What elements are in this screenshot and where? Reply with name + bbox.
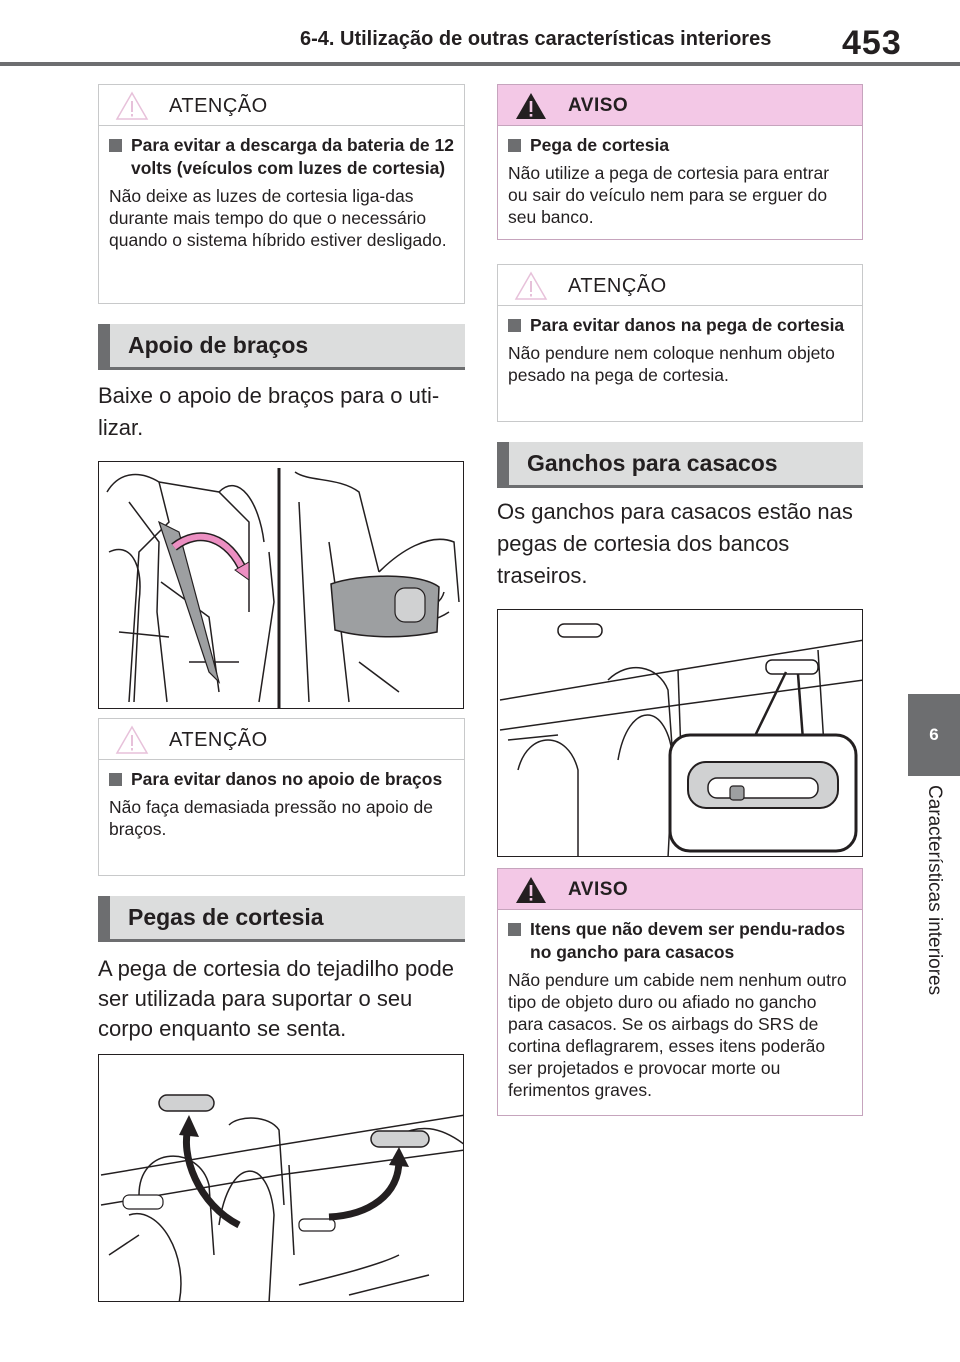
header-rule	[0, 62, 960, 66]
warning-header	[498, 869, 862, 910]
section-heading-text: Ganchos para casacos	[527, 450, 778, 476]
square-bullet-icon	[508, 923, 521, 936]
chapter-title: Características interiores	[924, 785, 945, 996]
attention-header	[99, 719, 464, 760]
caution-triangle-icon	[514, 271, 548, 301]
attention-title: ATENÇÃO	[169, 729, 268, 751]
armrest-drawing	[99, 462, 464, 709]
attention-box-grip	[497, 264, 863, 422]
chapter-tab: 6	[908, 694, 960, 776]
attention-item-body: Não faça demasiada pressão no apoio de braços.	[109, 797, 433, 839]
section-heading-grip	[98, 896, 465, 942]
warning-box-hooks	[497, 868, 863, 1116]
section-title: 6-4. Utilização de outras características interiores	[300, 28, 772, 50]
attention-header	[99, 85, 464, 126]
coat-hooks-paragraph: Os ganchos para casacos estão nas pegas de cortesia dos bancos traseiros.	[497, 499, 853, 588]
caution-triangle-icon	[115, 91, 149, 121]
caution-triangle-icon	[115, 725, 149, 755]
warning-item-heading: Pega de cortesia	[508, 134, 852, 157]
warning-header	[498, 85, 862, 126]
armrest-paragraph: Baixe o apoio de braços para o uti-lizar.	[98, 383, 440, 440]
section-heading-coat-hooks	[497, 442, 863, 488]
attention-item-heading: Para evitar a descarga da bateria de 12 volts (veículos com luzes de cortesia)	[109, 134, 454, 180]
square-bullet-icon	[508, 139, 521, 152]
attention-header	[498, 265, 862, 306]
coat-hook-drawing	[498, 610, 863, 857]
warning-item-body: Não pendure um cabide nem nenhum outro tipo de objeto duro ou afiado no gancho para casacos. Se os airbags do SRS de cortina deflagrarem, esses itens poderão ser projetados e provocar morte ou ferimentos graves.	[508, 970, 847, 1100]
warning-title: AVISO	[568, 879, 629, 900]
coat-hook-illustration	[497, 609, 863, 857]
armrest-illustration	[98, 461, 464, 709]
chapter-title-vertical	[910, 785, 958, 1035]
attention-item-heading: Para evitar danos no apoio de braços	[109, 768, 454, 791]
attention-item-body: Não pendure nem coloque nenhum objeto pesado na pega de cortesia.	[508, 343, 835, 385]
warning-triangle-icon	[514, 875, 548, 905]
warning-item-body: Não utilize a pega de cortesia para entrar ou sair do veículo nem para se erguer do seu banco.	[508, 163, 830, 227]
attention-item-body: Não deixe as luzes de cortesia liga-das durante mais tempo do que o necessário quando o sistema híbrido estiver desligado.	[109, 186, 447, 250]
square-bullet-icon	[109, 139, 122, 152]
warning-title: AVISO	[568, 95, 629, 116]
attention-title: ATENÇÃO	[169, 95, 268, 117]
attention-box-battery	[98, 84, 465, 304]
warning-box-grip	[497, 84, 863, 240]
grip-illustration	[98, 1054, 464, 1302]
warning-item-heading: Itens que não devem ser pendu-rados no gancho para casacos	[508, 918, 852, 964]
section-heading-text: Apoio de braços	[128, 332, 309, 358]
warning-triangle-icon	[514, 91, 548, 121]
square-bullet-icon	[508, 319, 521, 332]
section-heading-text: Pegas de cortesia	[128, 904, 324, 930]
section-heading-armrest	[98, 324, 465, 370]
attention-box-armrest	[98, 718, 465, 876]
attention-item-heading: Para evitar danos na pega de cortesia	[508, 314, 852, 337]
grip-drawing	[99, 1055, 464, 1302]
attention-title: ATENÇÃO	[568, 275, 667, 297]
grip-paragraph: A pega de cortesia do tejadilho pode ser utilizada para suportar o seu corpo enquanto se senta.	[98, 956, 454, 1041]
square-bullet-icon	[109, 773, 122, 786]
page-number: 453	[842, 24, 902, 62]
